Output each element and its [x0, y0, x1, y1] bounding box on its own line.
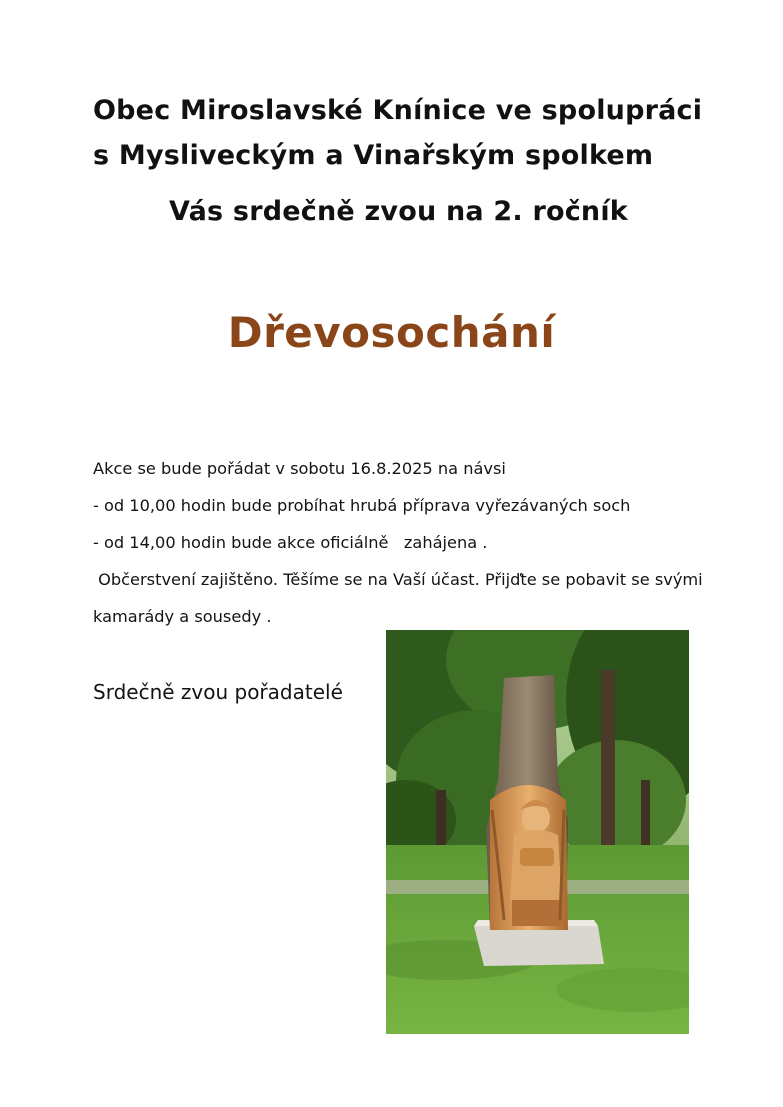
details-line-5: kamarády a sousedy .	[93, 607, 272, 626]
details-line-2: - od 10,00 hodin bude probíhat hrubá příprava vyřezávaných soch	[93, 496, 631, 515]
signoff-text: Srdečně zvou pořadatelé	[93, 680, 343, 704]
details-line-1: Akce se bude pořádat v sobotu 16.8.2025 na návsi	[93, 459, 506, 478]
header-line-2: s Mysliveckým a Vinařským spolkem	[93, 140, 654, 171]
header-line-3: Vás srdečně zvou na 2. ročník	[169, 196, 628, 227]
wooden-sculpture-photo	[386, 630, 689, 1034]
details-line-3: - od 14,00 hodin bude akce oficiálně zahájena .	[93, 533, 488, 552]
event-title: Dřevosochání	[227, 308, 556, 357]
details-line-4: Občerstvení zajištěno. Těšíme se na Vaší účast. Přijďte se pobavit se svými	[93, 570, 703, 589]
sculpture-illustration	[386, 630, 689, 1034]
header-line-1: Obec Miroslavské Knínice ve spolupráci	[93, 95, 703, 126]
